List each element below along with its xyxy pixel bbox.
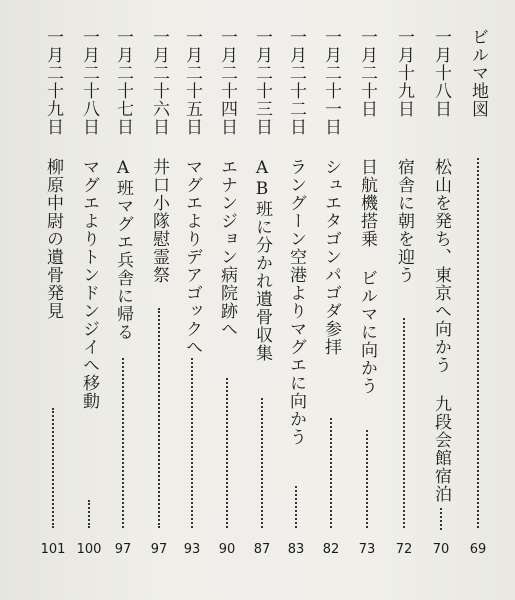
toc-title: マグエよりデアゴックへ xyxy=(182,158,202,356)
toc-entry xyxy=(465,0,491,600)
toc-title: ビルマ地図 xyxy=(468,28,488,118)
toc-page-number: 73 xyxy=(358,542,376,557)
leader-dots xyxy=(403,318,405,528)
toc-title: シュエタゴンパゴダ参拝 xyxy=(321,158,341,356)
toc-date: 一月十八日 xyxy=(431,28,451,118)
toc-date: 一月二十五日 xyxy=(182,28,202,136)
toc-title: 柳原中尉の遺骨発見 xyxy=(43,158,63,320)
toc-page-number: 90 xyxy=(218,542,236,557)
toc-title: A班マグエ兵舎に帰る xyxy=(113,158,133,341)
toc-title: 日航機搭乗 ビルマに向かう xyxy=(357,158,377,395)
toc-page-number: 101 xyxy=(40,542,66,557)
leader-dots xyxy=(440,508,442,530)
leader-dots xyxy=(366,430,368,528)
toc-entry xyxy=(391,0,417,600)
toc-entry xyxy=(428,0,454,600)
leader-dots xyxy=(295,486,297,528)
toc-entry xyxy=(354,0,380,600)
toc-date: 一月十九日 xyxy=(394,28,414,118)
leader-dots xyxy=(226,378,228,528)
toc-entry xyxy=(40,0,66,600)
leader-dots xyxy=(261,398,263,528)
toc-page-number: 87 xyxy=(253,542,271,557)
toc-title: ラングーン空港よりマグエに向かう xyxy=(286,158,306,446)
toc-date: 一月二十二日 xyxy=(286,28,306,136)
toc-title: マグエよりトンドンジイへ移動 xyxy=(79,158,99,410)
toc-title: 宿舎に朝を迎う xyxy=(394,158,414,284)
toc-page-number: 93 xyxy=(183,542,201,557)
toc-page-number: 70 xyxy=(432,542,450,557)
toc-page-number: 97 xyxy=(114,542,132,557)
leader-dots xyxy=(88,500,90,528)
toc-page-number: 82 xyxy=(322,542,340,557)
toc-page-number: 72 xyxy=(395,542,413,557)
toc-date: 一月二十八日 xyxy=(79,28,99,136)
toc-title: 松山を発ち、東京へ向かう 九段会館宿泊 xyxy=(431,158,451,503)
toc-title: 井口小隊慰霊祭 xyxy=(149,158,169,284)
toc-date: 一月二十日 xyxy=(357,28,377,118)
toc-entry xyxy=(179,0,205,600)
toc-entry xyxy=(318,0,344,600)
leader-dots xyxy=(191,358,193,528)
toc-title: AB班に分かれ遺骨収集 xyxy=(252,158,272,362)
toc-date: 一月二十九日 xyxy=(43,28,63,136)
toc-entry xyxy=(146,0,172,600)
toc-title: エナンジョン病院跡へ xyxy=(217,158,237,338)
leader-dots xyxy=(477,158,479,528)
toc-page-number: 97 xyxy=(150,542,168,557)
leader-dots xyxy=(52,408,54,528)
toc-date: 一月二十三日 xyxy=(252,28,272,136)
toc-entry xyxy=(76,0,102,600)
toc-date: 一月二十六日 xyxy=(149,28,169,136)
leader-dots xyxy=(158,308,160,528)
toc-date: 一月二十四日 xyxy=(217,28,237,136)
toc-entry xyxy=(283,0,309,600)
toc-date: 一月二十一日 xyxy=(321,28,341,136)
leader-dots xyxy=(330,418,332,528)
toc-entry xyxy=(110,0,136,600)
leader-dots xyxy=(122,358,124,528)
toc-page-number: 69 xyxy=(469,542,487,557)
toc-entry xyxy=(214,0,240,600)
toc-date: 一月二十七日 xyxy=(113,28,133,136)
toc-page-number: 100 xyxy=(76,542,102,557)
toc-page-number: 83 xyxy=(287,542,305,557)
toc-entry xyxy=(249,0,275,600)
